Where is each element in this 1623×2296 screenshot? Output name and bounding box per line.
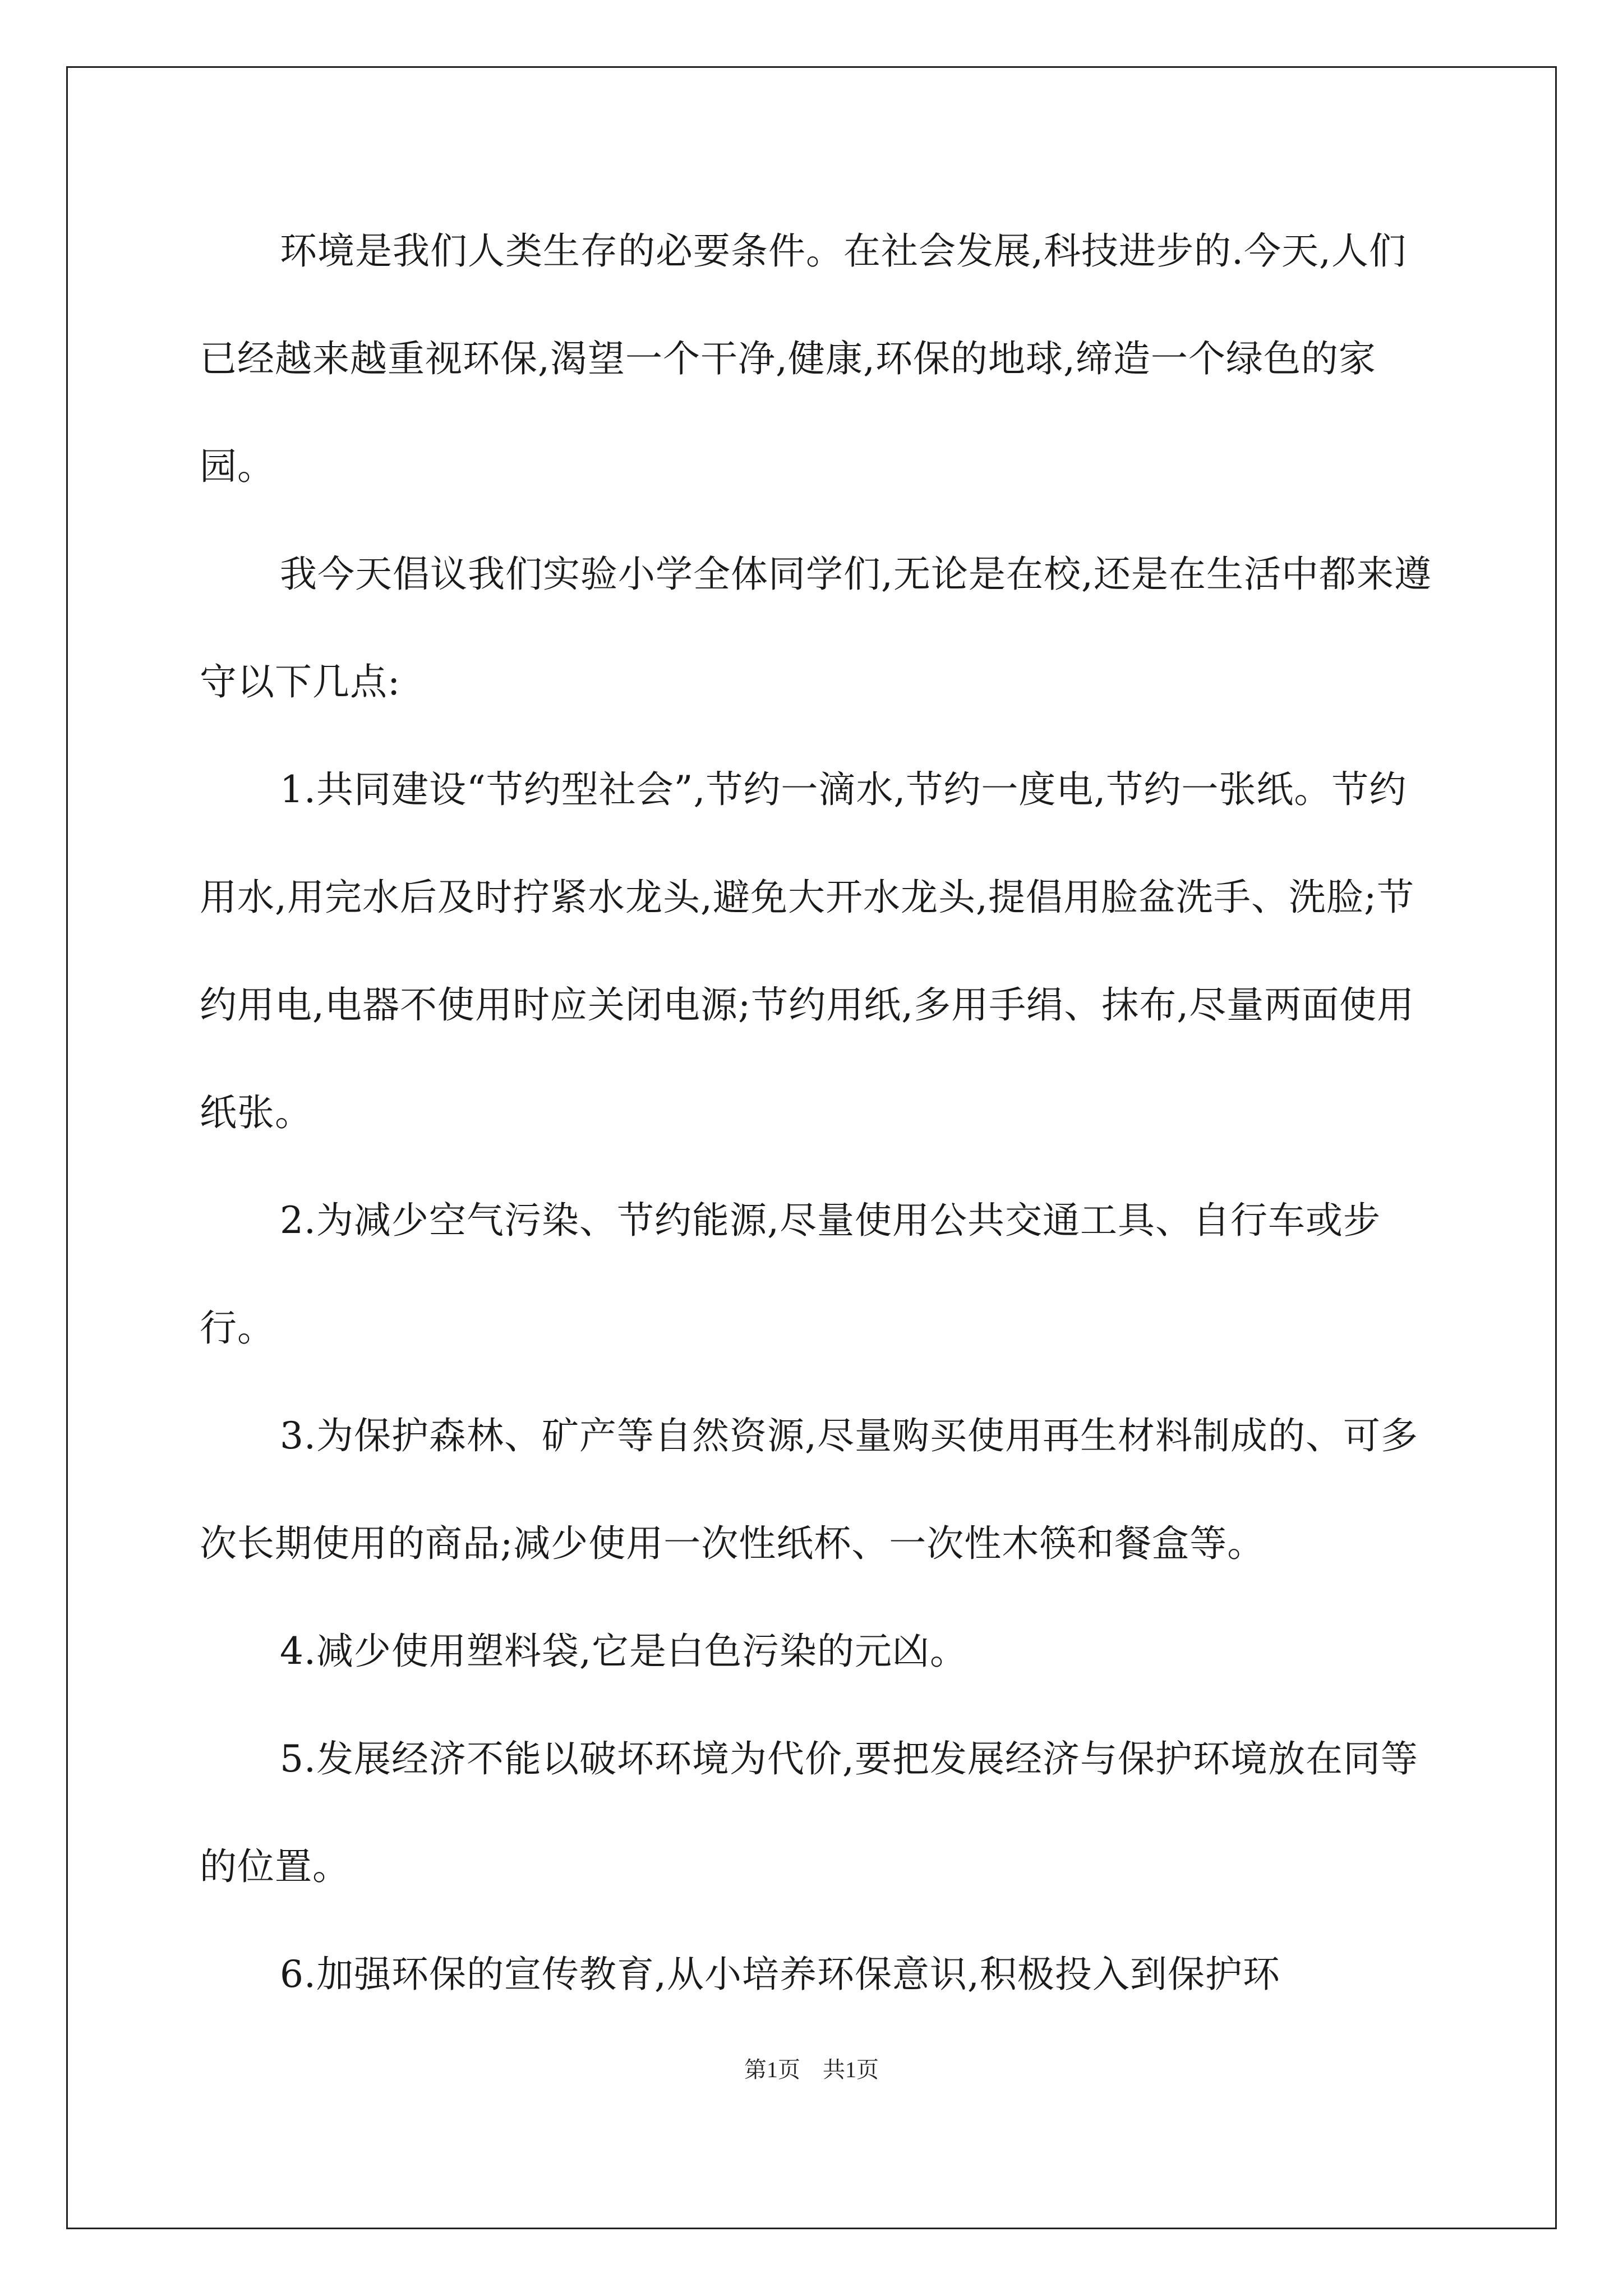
document-body: [200, 197, 1433, 2028]
paragraph-item-6: 6.加强环保的宣传教育,从小培养环保意识,积极投入到保护环: [280, 1953, 1280, 1996]
page-number-footer: 第1页 共1页: [744, 2057, 879, 2082]
paragraph-item-5: 5.发展经济不能以破坏环境为代价,要把发展经济与保护环境放在同等的位置。: [200, 1737, 1418, 1888]
paragraph-intro: 环境是我们人类生存的必要条件。在社会发展,科技进步的.今天,人们已经越来越重视环保,渴望一个干净,健康,环保的地球,缔造一个绿色的家园。: [200, 229, 1407, 488]
paragraph-item-4: 4.减少使用塑料袋,它是白色污染的元凶。: [280, 1630, 967, 1673]
paragraph-item-3: 3.为保护森林、矿产等自然资源,尽量购买使用再生材料制成的、可多次长期使用的商品;减少使用一次性纸杯、一次性木筷和餐盒等。: [200, 1414, 1418, 1565]
paragraph-item-2: 2.为减少空气污染、节约能源,尽量使用公共交通工具、自行车或步行。: [200, 1199, 1381, 1350]
paragraph-proposal: 我今天倡议我们实验小学全体同学们,无论是在校,还是在生活中都来遵守以下几点:: [200, 553, 1432, 703]
paragraph-item-1: 1.共同建设“节约型社会”,节约一滴水,节约一度电,节约一张纸。节约用水,用完水后及时拧紧水龙头,避免大开水龙头,提倡用脸盆洗手、洗脸;节约用电,电器不使用时应关闭电源;节约用纸,多用手绢、抹布,尽量两面使用纸张。: [200, 768, 1415, 1134]
